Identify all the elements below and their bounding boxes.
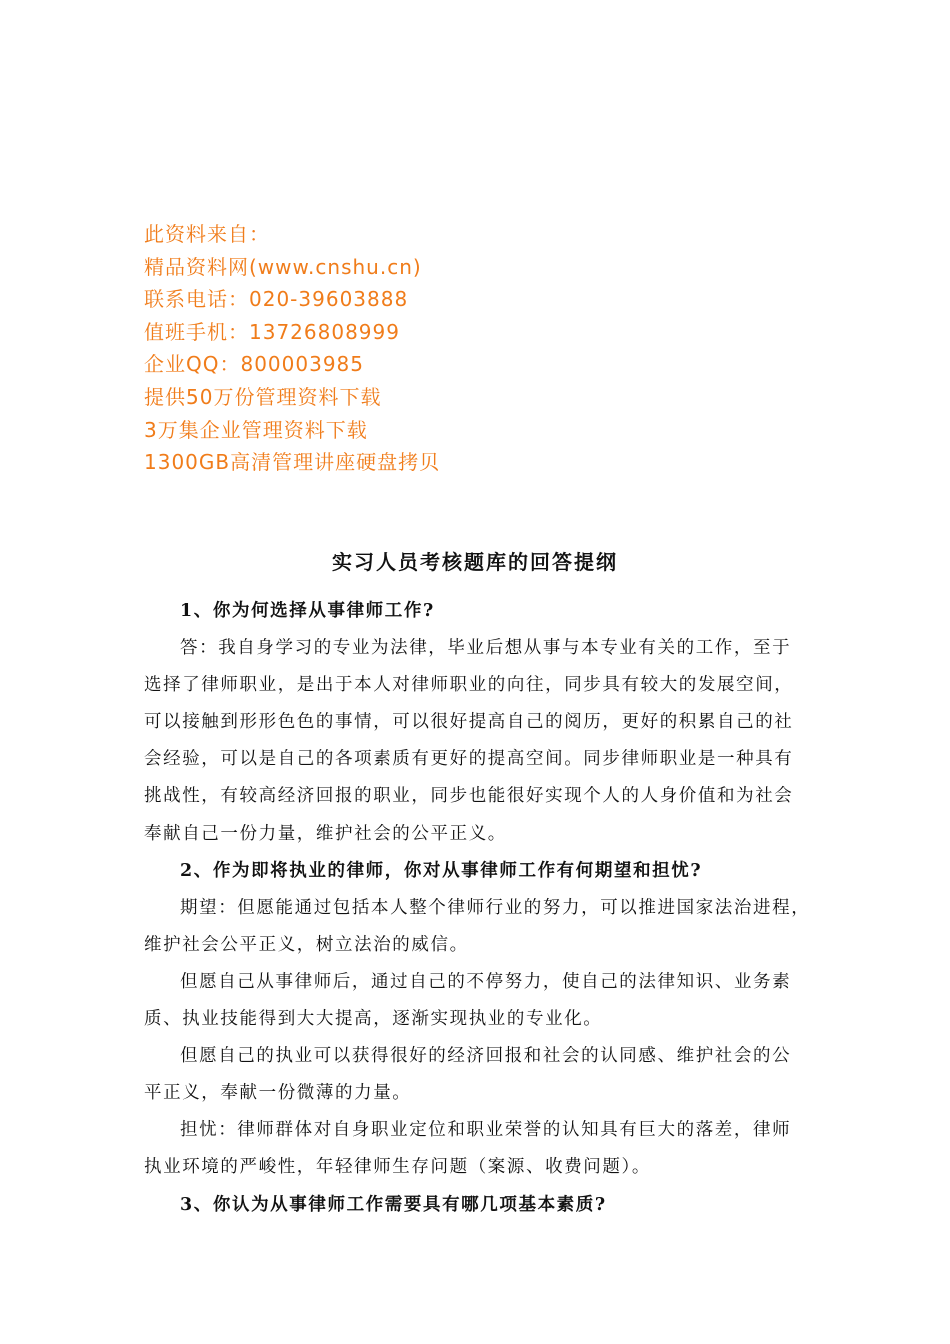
promo-line-website: 精品资料网(www.cnshu.cn) [144, 254, 422, 279]
promo-line-phone: 联系电话：020-39603888 [144, 287, 409, 312]
answer-line: 挑战性，有较高经济回报的职业，同步也能很好实现个人的人身价值和为社会 [144, 786, 794, 807]
promo-line-mobile: 值班手机：13726808999 [144, 319, 400, 344]
answer-line: 奉献自己一份力量，维护社会的公平正义。 [144, 823, 507, 844]
promo-line: 3万集企业管理资料下载 [144, 417, 368, 442]
promo-line: 此资料来自： [144, 222, 270, 246]
answer-line: 执业环境的严峻性，年轻律师生存问题（案源、收费问题）。 [144, 1157, 651, 1178]
answer-line: 但愿自己的执业可以获得很好的经济回报和社会的认同感、维护社会的公 [180, 1046, 792, 1067]
promo-line: 1300GB高清管理讲座硬盘拷贝 [144, 450, 441, 475]
question-1: 1、你为何选择从事律师工作? [180, 601, 435, 621]
question-3: 3、你认为从事律师工作需要具有哪几项基本素质? [180, 1194, 607, 1215]
promo-line: 提供50万份管理资料下载 [144, 384, 382, 409]
answer-line: 维护社会公平正义，树立法治的威信。 [144, 934, 469, 955]
answer-line: 可以接触到形形色色的事情，可以很好提高自己的阅历，更好的积累自己的社 [144, 712, 794, 733]
promo-block [144, 218, 844, 479]
answer-line: 期望：但愿能通过包括本人整个律师行业的努力，可以推进国家法治进程， [180, 897, 811, 918]
answer-line: 担忧：律师群体对自身职业定位和职业荣誉的认知具有巨大的落差，律师 [180, 1120, 792, 1141]
answer-line: 选择了律师职业，是出于本人对律师职业的向往，同步具有较大的发展空间， [144, 675, 794, 696]
document-body [144, 593, 811, 1224]
document-title: 实习人员考核题库的回答提纲 [332, 550, 618, 574]
answer-line: 质、执业技能得到大大提高，逐渐实现执业的专业化。 [144, 1009, 603, 1030]
answer-line: 但愿自己从事律师后，通过自己的不停努力，使自己的法律知识、业务素 [180, 971, 792, 992]
answer-line: 答：我自身学习的专业为法律，毕业后想从事与本专业有关的工作，至于 [180, 638, 792, 659]
answer-line: 平正义，奉献一份微薄的力量。 [144, 1083, 412, 1104]
answer-line: 会经验，可以是自己的各项素质有更好的提高空间。同步律师职业是一种具有 [144, 749, 794, 770]
promo-line-qq: 企业QQ：800003985 [144, 352, 365, 377]
question-2: 2、作为即将执业的律师，你对从事律师工作有何期望和担忧? [180, 860, 703, 881]
